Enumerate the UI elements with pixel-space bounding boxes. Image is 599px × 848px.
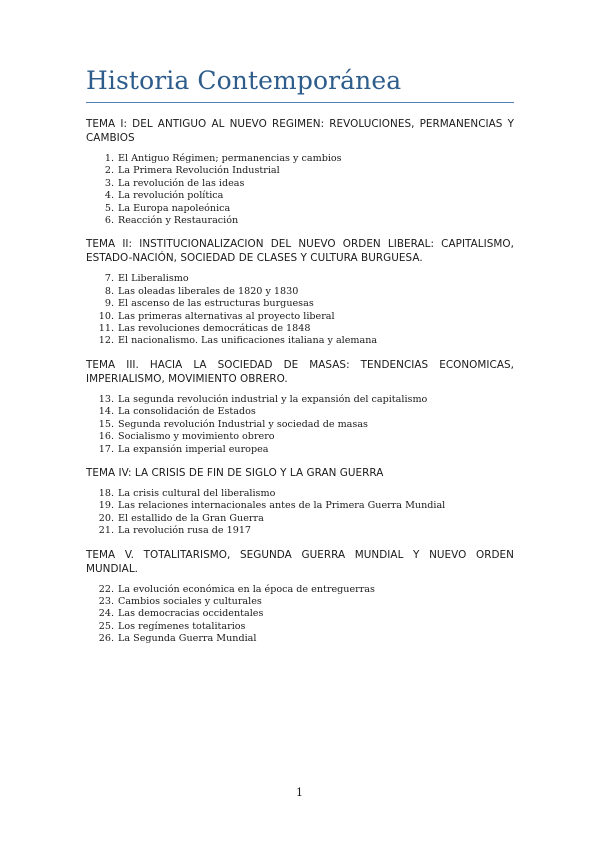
list-item-text: Socialismo y movimiento obrero — [118, 431, 275, 443]
list-item-text: Los regímenes totalitarios — [118, 620, 246, 632]
list-item-number: 22. — [98, 583, 114, 595]
list-item — [86, 500, 514, 512]
list-item — [86, 596, 514, 608]
topic-list — [86, 273, 514, 347]
list-item — [86, 431, 514, 443]
list-item — [86, 444, 514, 456]
list-item-number: 3. — [104, 177, 114, 189]
list-item-number: 4. — [104, 190, 114, 202]
list-item-number: 9. — [104, 298, 114, 310]
list-item-text: La revolución política — [118, 190, 224, 202]
page-number: 1 — [296, 786, 303, 799]
list-item-text: El Liberalismo — [118, 273, 189, 285]
list-item-text: La Primera Revolución Industrial — [118, 165, 280, 177]
list-item-text: El estallido de la Gran Guerra — [118, 512, 264, 524]
list-item-number: 8. — [104, 285, 114, 297]
list-item — [86, 323, 514, 335]
list-item-number: 6. — [104, 215, 114, 227]
tema-heading: TEMA II: INSTITUCIONALIZACION DEL NUEVO ORDEN LIBERAL: CAPITALISMO, ESTADO-NACIÓN, SOCIEDAD DE CLASES Y CULTURA BURGUESA. — [86, 238, 514, 265]
list-item — [86, 178, 514, 190]
list-item — [86, 311, 514, 323]
list-item — [86, 608, 514, 620]
list-item — [86, 406, 514, 418]
list-item-text: El ascenso de las estructuras burguesas — [118, 298, 314, 310]
list-item-number: 19. — [98, 500, 114, 512]
list-item-text: El nacionalismo. Las unificaciones italiana y alemana — [118, 335, 378, 347]
list-item-text: Las democracias occidentales — [118, 608, 264, 620]
list-item-text: Cambios sociales y culturales — [118, 595, 262, 607]
list-item-text: La revolución rusa de 1917 — [118, 525, 252, 537]
topic-list — [86, 394, 514, 456]
list-item-text: La segunda revolución industrial y la expansión del capitalismo — [118, 393, 428, 405]
list-item — [86, 286, 514, 298]
list-item — [86, 165, 514, 177]
tema-heading: TEMA III. HACIA LA SOCIEDAD DE MASAS: TENDENCIAS ECONOMICAS, IMPERIALISMO, MOVIMIENTO OBRERO. — [86, 358, 514, 385]
topic-list — [86, 153, 514, 227]
list-item-text: Segunda revolución Industrial y sociedad de masas — [118, 418, 368, 430]
topic-list — [86, 488, 514, 538]
list-item-number: 17. — [98, 443, 114, 455]
title-underline — [86, 102, 514, 103]
tema-heading: TEMA IV: LA CRISIS DE FIN DE SIGLO Y LA GRAN GUERRA — [86, 466, 384, 479]
syllabus-content — [86, 117, 514, 646]
list-item-text: Reacción y Restauración — [118, 215, 239, 227]
list-item-text: Las relaciones internacionales antes de la Primera Guerra Mundial — [118, 500, 446, 512]
list-item-text: El Antiguo Régimen; permanencias y cambios — [118, 153, 342, 164]
list-item-number: 15. — [98, 418, 114, 430]
list-item-number: 18. — [98, 487, 114, 499]
list-item-number: 23. — [98, 595, 114, 607]
list-item — [86, 190, 514, 202]
list-item-text: La evolución económica en la época de entreguerras — [118, 583, 375, 595]
list-item-number: 1. — [104, 153, 114, 164]
list-item — [86, 419, 514, 431]
list-item-number: 14. — [98, 406, 114, 418]
list-item-text: Las primeras alternativas al proyecto liberal — [118, 310, 335, 322]
list-item-number: 10. — [98, 310, 114, 322]
list-item-text: La revolución de las ideas — [118, 177, 245, 189]
list-item — [86, 203, 514, 215]
list-item — [86, 298, 514, 310]
list-item-number: 13. — [98, 393, 114, 405]
list-item — [86, 584, 514, 596]
list-item — [86, 335, 514, 347]
list-item — [86, 621, 514, 633]
list-item — [86, 215, 514, 227]
list-item-number: 20. — [98, 512, 114, 524]
page-title: Historia Contemporánea — [86, 66, 402, 95]
list-item-number: 26. — [98, 633, 114, 645]
list-item-text: La Segunda Guerra Mundial — [118, 633, 257, 645]
list-item-number: 21. — [98, 525, 114, 537]
list-item — [86, 633, 514, 645]
list-item-number: 12. — [98, 335, 114, 347]
list-item — [86, 153, 514, 165]
document-page — [86, 64, 514, 656]
list-item-number: 5. — [104, 202, 114, 214]
list-item-number: 25. — [98, 620, 114, 632]
list-item-text: La consolidación de Estados — [118, 406, 256, 418]
topic-list — [86, 584, 514, 646]
list-item-text: La expansión imperial europea — [118, 443, 269, 455]
list-item-number: 24. — [98, 608, 114, 620]
list-item — [86, 488, 514, 500]
list-item-text: Las revoluciones democráticas de 1848 — [118, 323, 311, 335]
list-item-text: Las oleadas liberales de 1820 y 1830 — [118, 285, 299, 297]
list-item — [86, 513, 514, 525]
list-item-number: 16. — [98, 431, 114, 443]
list-item-text: La crisis cultural del liberalismo — [118, 487, 276, 499]
list-item-number: 11. — [98, 323, 114, 335]
list-item-number: 7. — [104, 273, 114, 285]
list-item-text: La Europa napoleónica — [118, 202, 231, 214]
list-item — [86, 525, 514, 537]
tema-heading: TEMA V. TOTALITARISMO, SEGUNDA GUERRA MUNDIAL Y NUEVO ORDEN MUNDIAL. — [86, 548, 514, 575]
list-item-number: 2. — [104, 165, 114, 177]
tema-heading: TEMA I: DEL ANTIGUO AL NUEVO REGIMEN: REVOLUCIONES, PERMANENCIAS Y CAMBIOS — [86, 118, 514, 144]
list-item — [86, 394, 514, 406]
list-item — [86, 273, 514, 285]
